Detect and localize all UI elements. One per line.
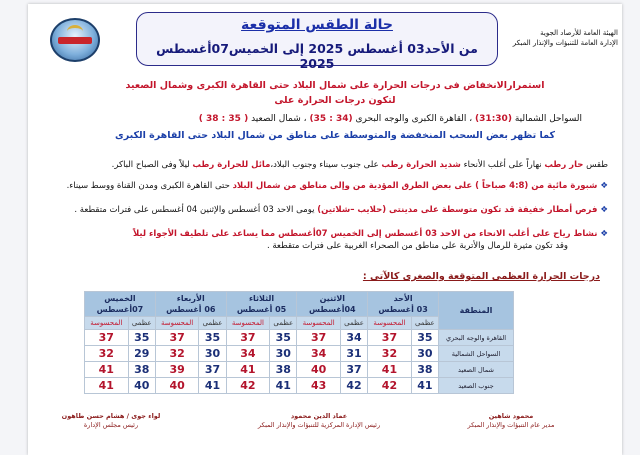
table-title: درجات الحرارة العظمى المتوقعة والصغرى كالآتى :: [362, 271, 600, 282]
title-box: [136, 12, 498, 71]
summary-line-2: لتكون درجات الحرارة على: [274, 95, 396, 106]
day-header: الخميس 07أغسطس: [85, 292, 156, 317]
max-temp: 35: [128, 330, 155, 346]
signatory-title: رئيس الإدارة المركزية للتنبؤات والإنذار المبكر: [257, 421, 381, 429]
felt-temp: 32: [155, 346, 198, 362]
felt-temp: 39: [155, 362, 198, 378]
table-row: [85, 362, 514, 378]
regional-temperatures: [62, 114, 582, 124]
felt-label: المحسوسة: [155, 317, 198, 330]
table-row: [85, 330, 514, 346]
max-label: عظمى: [270, 317, 297, 330]
rain-paragraph: ❖ فرص أمطار خفيفة قد تكون متوسطة على مدينتى (حلايب –شلاتين) يومى الاحد 03 أغسطس والإثنين 04 أغسطس على فترات متقطعة .: [74, 205, 608, 215]
felt-temp: 37: [297, 330, 340, 346]
felt-temp: 37: [155, 330, 198, 346]
temperature-summary: [88, 78, 582, 108]
max-label: عظمى: [411, 317, 438, 330]
bullet-icon: ❖: [597, 205, 608, 215]
max-temp: 41: [270, 378, 297, 394]
felt-temp: 37: [368, 330, 411, 346]
max-temp: 30: [270, 346, 297, 362]
table-row: [85, 378, 514, 394]
bullet-icon: ❖: [597, 229, 608, 239]
felt-temp: 37: [85, 330, 129, 346]
max-temp: 30: [411, 346, 438, 362]
document-title: حالة الطقس المتوقعة: [241, 17, 393, 33]
max-temp: 38: [128, 362, 155, 378]
felt-temp: 34: [297, 346, 340, 362]
cairo-label: ، القاهرة الكبرى والوجه البحرى: [355, 114, 473, 124]
signature-block: [46, 412, 176, 430]
felt-label: المحسوسة: [368, 317, 411, 330]
felt-temp: 43: [297, 378, 340, 394]
signature-block: [234, 412, 404, 430]
coast-value: (31:30): [475, 114, 512, 124]
signatory-name: عماد الدين محمود: [290, 412, 348, 420]
max-temp: 35: [199, 330, 226, 346]
max-label: عظمى: [340, 317, 367, 330]
felt-temp: 41: [226, 362, 269, 378]
felt-label: المحسوسة: [297, 317, 340, 330]
max-temp: 38: [270, 362, 297, 378]
max-temp: 31: [340, 346, 367, 362]
day-header: الثلاثاء 05 أغسطس: [226, 292, 297, 317]
temperature-table: [84, 291, 514, 394]
agency-line-2: الإدارة العامة للتنبؤات والإنذار المبكر: [512, 39, 618, 47]
max-temp: 42: [340, 378, 367, 394]
authority-logo-icon: [50, 18, 100, 62]
day-header: الأربعاء 06 أغسطس: [155, 292, 226, 317]
clouds-note: كما تظهر بعض السحب المنخفضة والمتوسطة على مناطق من شمال البلاد حتى القاهرة الكبرى: [115, 130, 555, 141]
signature-block: [436, 412, 586, 430]
bullet-icon: ❖: [597, 181, 608, 191]
max-temp: 35: [270, 330, 297, 346]
cairo-value: (34 : 35): [309, 114, 353, 124]
date-range: من الأحد03 أغسطس 2025 إلى الخميس07أغسطس 2025: [156, 41, 478, 71]
agency-name: [468, 28, 618, 48]
upper-egypt-label: ، شمال الصعيد: [251, 114, 307, 124]
forecast-document: [28, 4, 622, 455]
region-name: السواحل الشمالية: [439, 346, 514, 362]
max-temp: 29: [128, 346, 155, 362]
max-temp: 34: [340, 330, 367, 346]
region-name: القاهرة والوجه البحري: [439, 330, 514, 346]
signatory-name: محمود شاهين: [488, 412, 534, 420]
max-temp: 30: [199, 346, 226, 362]
wind-paragraph: ❖ نشاط رياح على أغلب الانحاء من الاحد 03 أغسطس إلى الخميس 07أغسطس مما يساعد على تلطيف الأجواء ليلاً وقد تكون مثيرة للرمال والأتربة على مناطق من الصحراء الغربية على فترات متقطعة .: [132, 229, 608, 251]
felt-temp: 41: [85, 362, 129, 378]
felt-label: المحسوسة: [85, 317, 129, 330]
max-label: عظمى: [199, 317, 226, 330]
max-temp: 35: [411, 330, 438, 346]
felt-temp: 40: [297, 362, 340, 378]
felt-temp: 42: [226, 378, 269, 394]
region-name: جنوب الصعيد: [439, 378, 514, 394]
max-temp: 37: [199, 362, 226, 378]
felt-temp: 34: [226, 346, 269, 362]
region-column-header: المنطقة: [439, 292, 514, 330]
max-temp: 41: [411, 378, 438, 394]
max-temp: 37: [340, 362, 367, 378]
felt-temp: 42: [368, 378, 411, 394]
max-temp: 40: [128, 378, 155, 394]
fog-paragraph: ❖ شبورة مائية من (4:8 صباحاً ) على بعض الطرق المؤدية من وإلى مناطق من شمال البلاد حتى القاهرة الكبرى ومدن القناة ووسط سيناء.: [66, 181, 608, 191]
table-row: [85, 346, 514, 362]
coast-label: السواحل الشمالية: [514, 114, 582, 124]
felt-temp: 41: [368, 362, 411, 378]
signatory-name: لواء جوى / هشام حسن طاهون: [61, 412, 161, 420]
region-name: شمال الصعيد: [439, 362, 514, 378]
agency-line-1: الهيئة العامة للأرصاد الجوية: [540, 29, 618, 37]
document-header: [28, 4, 622, 71]
day-header: الاثنين 04أغسطس: [297, 292, 368, 317]
upper-egypt-value: ( 35 : 38 ): [198, 114, 249, 124]
summary-line-1: استمرارالانخفاض فى درجات الحرارة على شمال البلاد حتى القاهرة الكبرى وشمال الصعيد: [125, 80, 545, 91]
weather-paragraph-1: طقس حار رطب نهاراً على أغلب الأنحاء شديد الحرارة رطب على جنوب سيناء وجنوب البلاد،مائل للحرارة رطب ليلاً وفى الصباح الباكر.: [111, 160, 608, 170]
signatory-title: مدير عام التنبؤات والإنذار المبكر: [467, 421, 555, 429]
day-header: الأحد 03 أغسطس: [368, 292, 439, 317]
max-temp: 41: [199, 378, 226, 394]
max-temp: 38: [411, 362, 438, 378]
felt-temp: 32: [368, 346, 411, 362]
felt-temp: 40: [155, 378, 198, 394]
felt-label: المحسوسة: [226, 317, 269, 330]
felt-temp: 32: [85, 346, 129, 362]
felt-temp: 41: [85, 378, 129, 394]
felt-temp: 37: [226, 330, 269, 346]
signatory-title: رئيس مجلس الإدارة: [83, 421, 139, 429]
max-label: عظمى: [128, 317, 155, 330]
